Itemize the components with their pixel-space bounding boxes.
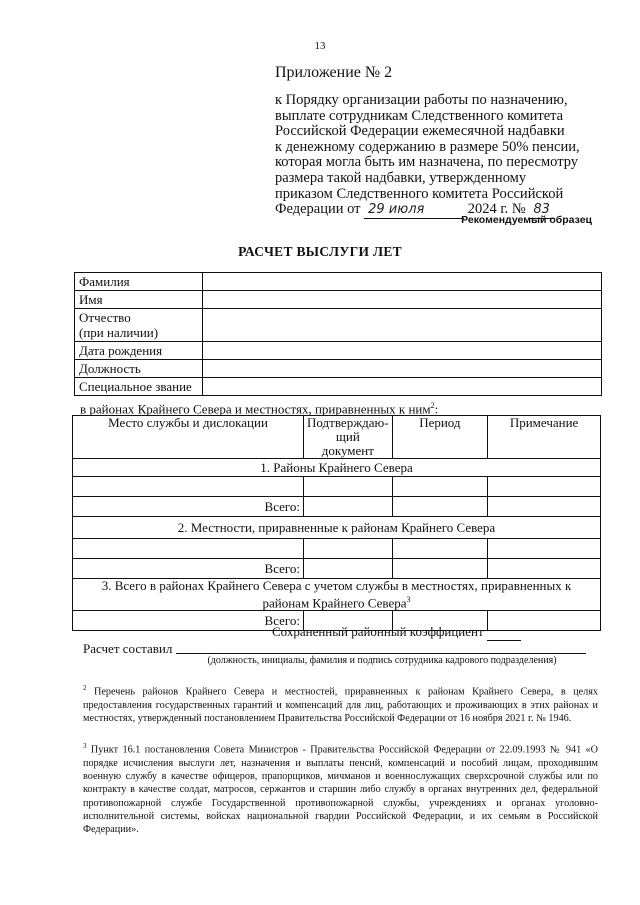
header-row: [73, 416, 601, 459]
north-caption: в районах Крайнего Севера и местностях, приравненных к ним$^2$:: [80, 401, 439, 417]
table-cell[interactable]: [488, 559, 601, 579]
year-text: 2024 г. №: [467, 201, 526, 218]
table-row: [75, 309, 602, 342]
table-cell[interactable]: [488, 539, 601, 559]
total-label: Всего:: [73, 559, 304, 579]
north-caption-text: в районах Крайнего Севера и местностях, приравненных к ним: [80, 401, 431, 417]
table-row: [75, 273, 602, 291]
column-header: Место службы и дислокации: [73, 416, 304, 459]
field-value[interactable]: [203, 273, 602, 291]
table-cell[interactable]: [73, 477, 304, 497]
total-row: [73, 497, 601, 517]
section-heading: 1. Районы Крайнего Севера: [73, 459, 601, 477]
field-value[interactable]: [203, 378, 602, 396]
field-label: Имя: [75, 291, 203, 309]
appendix-text: [275, 93, 593, 219]
table-cell[interactable]: [304, 559, 393, 579]
table-cell[interactable]: [392, 477, 488, 497]
footnote-text: Пункт 16.1 постановления Совета Министров - Правительства Российской Федерации от 22.09.1993 № 941 «О порядке исчисления выслуги лет, назначения и выплаты пенсий, компенсаций и пособий лицам, проходившим военную службу в качестве офицеров, прапорщиков, мичманов и военнослужащих сверхсрочной службы или по контракту в качестве солдат, матросов, сержантов и старшин либо службу в органах внутренних дел, федеральной противопожарной службе Государственной противопожарной службы, учреждениях и органах уголовно-исполнительной системы, войсках национальной гвардии Российской Федерации, и их семьям в Российской Федерации».: [83, 744, 599, 836]
footnote-3: [83, 740, 598, 836]
table-cell[interactable]: [392, 539, 488, 559]
total-label: Всего:: [73, 497, 304, 517]
section-heading: 2. Местности, приравненные к районам Крайнего Севера: [73, 517, 601, 539]
personal-data-table: [74, 272, 602, 396]
signature-line[interactable]: [176, 653, 586, 654]
field-label: Специальное звание: [75, 378, 203, 396]
table-cell[interactable]: [488, 497, 601, 517]
column-header: Период: [392, 416, 488, 459]
coefficient-line: [272, 624, 521, 641]
footnote-mark: 3: [83, 742, 87, 750]
page-number: 13: [314, 40, 326, 52]
section-line: 3. Всего в районах Крайнего Севера с учетом службы в местностях, приравненных к: [101, 578, 572, 593]
column-header: Примечание: [488, 416, 601, 459]
section-row: [73, 579, 601, 611]
section-row: [73, 459, 601, 477]
table-row: [73, 477, 601, 497]
section-row: [73, 517, 601, 539]
footnote-text: Перечень районов Крайнего Севера и местностей, приравненных к районам Крайнего Севера, в целях предоставления государственных гарантий и компенсаций для лиц, работающих и проживающих в этих районах и местностях, утвержденный постановлением Правительства Российской Федерации от 16 ноября 2021 г. № 1946.: [83, 686, 599, 724]
footnote-ref: 3: [406, 595, 411, 604]
section-line: районам Крайнего Севера: [262, 595, 407, 611]
appendix-line: размера такой надбавки, утвержденному: [275, 169, 527, 186]
table-row: [75, 378, 602, 396]
table-row: [73, 539, 601, 559]
table-cell[interactable]: [73, 539, 304, 559]
footnote-2: [83, 682, 598, 725]
total-label: Всего:: [73, 611, 304, 631]
sample-label: Рекомендуемый образец: [461, 214, 592, 226]
table-row: [75, 342, 602, 360]
calculated-by-label: Расчет составил: [83, 641, 173, 656]
field-value[interactable]: [203, 360, 602, 378]
field-value[interactable]: [203, 342, 602, 360]
table-cell[interactable]: [304, 477, 393, 497]
table-cell[interactable]: [304, 539, 393, 559]
appendix-line: выплате сотрудникам Следственного комитета: [275, 107, 564, 124]
coefficient-blank[interactable]: [487, 624, 521, 641]
section-heading: [73, 579, 601, 611]
signature-hint: (должность, инициалы, фамилия и подпись сотрудника кадрового подразделения): [207, 655, 557, 666]
column-header: Подтверждаю- щий документ: [304, 416, 393, 459]
table-cell[interactable]: [488, 477, 601, 497]
total-row: [73, 559, 601, 579]
appendix-line: Российской Федерации ежемесячной надбавки: [275, 123, 565, 140]
table-cell[interactable]: [304, 497, 393, 517]
footnote-mark: 2: [83, 684, 87, 692]
service-table: [72, 415, 601, 631]
table-row: [75, 360, 602, 378]
table-row: [75, 291, 602, 309]
appendix-line: приказом Следственного комитета Российской: [275, 185, 564, 202]
appendix-title: Приложение № 2: [275, 64, 393, 81]
appendix-line: которая могла быть им назначена, по пересмотру: [275, 154, 579, 171]
field-label: Фамилия: [75, 273, 203, 291]
field-value[interactable]: [203, 309, 602, 342]
appendix-line: к денежному содержанию в размере 50% пенсии,: [275, 138, 580, 155]
field-label: Отчество (при наличии): [75, 309, 203, 342]
handwritten-number: 83: [529, 202, 554, 219]
date-prefix: Федерации от: [275, 201, 361, 218]
field-label: Дата рождения: [75, 342, 203, 360]
coefficient-label: Сохраненный районный коэффициент: [272, 624, 484, 639]
appendix-line: к Порядку организации работы по назначению,: [275, 92, 568, 108]
footnote-ref: 2: [430, 401, 435, 410]
field-value[interactable]: [203, 291, 602, 309]
handwritten-date: 29 июля: [364, 202, 464, 219]
field-label: Должность: [75, 360, 203, 378]
document-title: РАСЧЕТ ВЫСЛУГИ ЛЕТ: [238, 244, 402, 259]
table-cell[interactable]: [392, 497, 488, 517]
table-cell[interactable]: [392, 559, 488, 579]
